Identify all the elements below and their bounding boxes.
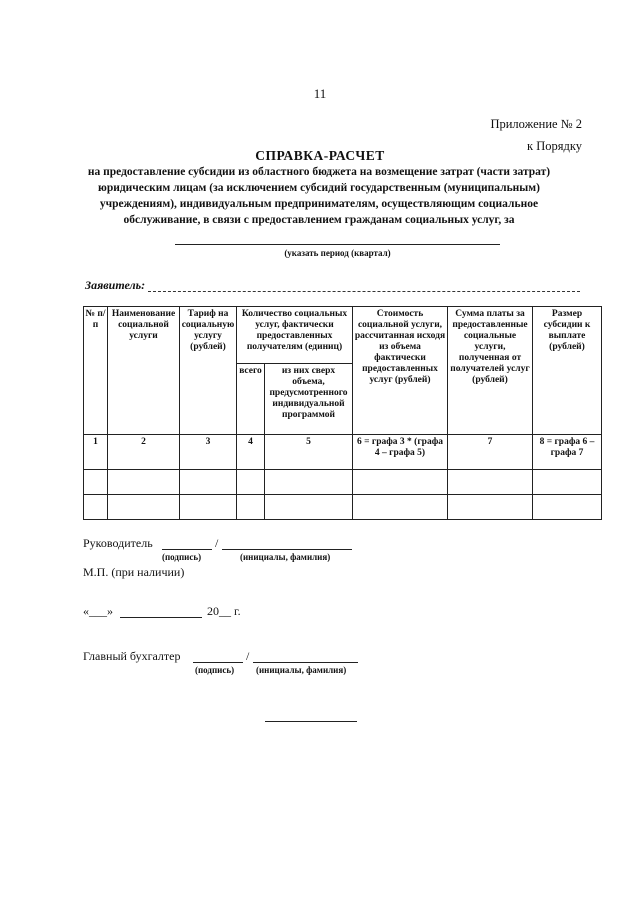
table-cell bbox=[180, 470, 237, 495]
table-cell bbox=[265, 495, 353, 520]
table-cell bbox=[108, 470, 180, 495]
header-payment: Сумма платы за предоставленные социальные услуги, полученная от получателей услуг (рублей) bbox=[448, 307, 533, 435]
document-title: СПРАВКА-РАСЧЕТ bbox=[255, 148, 385, 163]
accountant-slash: / bbox=[246, 649, 250, 663]
table-row bbox=[84, 495, 602, 520]
column-number: 2 bbox=[108, 435, 180, 470]
table-cell bbox=[84, 470, 108, 495]
table-row bbox=[84, 435, 602, 470]
closing-line bbox=[265, 721, 357, 722]
head-caption-name: (инициалы, фамилия) bbox=[240, 552, 331, 562]
column-number: 5 bbox=[265, 435, 353, 470]
accountant-name-line bbox=[253, 662, 358, 663]
date-year: 20__ г. bbox=[207, 604, 241, 618]
applicant-line bbox=[148, 291, 580, 292]
table-cell bbox=[108, 495, 180, 520]
table-cell bbox=[180, 495, 237, 520]
header-cost: Стоимость социальной услуги, рассчитанная исходя из объема фактически предоставленных услуг (рублей) bbox=[353, 307, 448, 435]
table-cell bbox=[533, 470, 602, 495]
table-cell bbox=[237, 495, 265, 520]
head-signature-line bbox=[162, 549, 212, 550]
period-underline bbox=[175, 244, 500, 245]
table-cell bbox=[265, 470, 353, 495]
column-number: 4 bbox=[237, 435, 265, 470]
head-caption-sign: (подпись) bbox=[162, 552, 202, 562]
column-number: 6 = графа 3 * (графа 4 – графа 5) bbox=[353, 435, 448, 470]
column-number: 1 bbox=[84, 435, 108, 470]
calculation-table bbox=[83, 306, 602, 520]
table-row bbox=[84, 470, 602, 495]
table-cell bbox=[448, 470, 533, 495]
date-day: «___» bbox=[83, 604, 113, 618]
accountant-caption-name: (инициалы, фамилия) bbox=[256, 665, 347, 675]
header-subsidy: Размер субсидии к выплате (рублей) bbox=[533, 307, 602, 435]
date-month-line bbox=[120, 617, 202, 618]
column-number: 7 bbox=[448, 435, 533, 470]
table-cell bbox=[237, 470, 265, 495]
table-cell bbox=[448, 495, 533, 520]
accountant-caption-sign: (подпись) bbox=[195, 665, 235, 675]
table-cell bbox=[533, 495, 602, 520]
period-caption: (указать период (квартал) bbox=[284, 248, 391, 258]
accountant-signature-line bbox=[193, 662, 243, 663]
head-name-line bbox=[222, 549, 352, 550]
appendix-line-2: к Порядку bbox=[527, 139, 582, 153]
page-number: 11 bbox=[313, 86, 327, 101]
head-slash: / bbox=[215, 536, 219, 550]
document-subtitle: на предоставление субсидии из областного бюджета на возмещение затрат (части затрат) юридическим лицам (за исключением субсидий государственным (муниципальным) учреждениям), индивидуальным предпринимателям, осуществляющим социальное обслуживание, в связи с предоставлением гражданам социальных услуг, за bbox=[87, 166, 551, 226]
table-cell bbox=[353, 495, 448, 520]
stamp-note: М.П. (при наличии) bbox=[83, 565, 185, 579]
applicant-label: Заявитель: bbox=[85, 278, 146, 292]
header-number: № п/п bbox=[84, 307, 108, 435]
header-over-volume: из них сверх объема, предусмотренного индивидуальной программой bbox=[265, 364, 353, 435]
header-quantity: Количество социальных услуг, фактически предоставленных получателям (единиц) bbox=[237, 307, 353, 364]
column-number: 8 = графа 6 – графа 7 bbox=[533, 435, 602, 470]
table-cell bbox=[84, 495, 108, 520]
head-label: Руководитель bbox=[83, 536, 153, 550]
header-tariff: Тариф на социальную услугу (рублей) bbox=[180, 307, 237, 435]
accountant-label: Главный бухгалтер bbox=[83, 649, 181, 663]
table-cell bbox=[353, 470, 448, 495]
header-total: всего bbox=[237, 364, 265, 435]
header-service-name: Наименование социальной услуги bbox=[108, 307, 180, 435]
column-number: 3 bbox=[180, 435, 237, 470]
appendix-line-1: Приложение № 2 bbox=[490, 117, 582, 131]
